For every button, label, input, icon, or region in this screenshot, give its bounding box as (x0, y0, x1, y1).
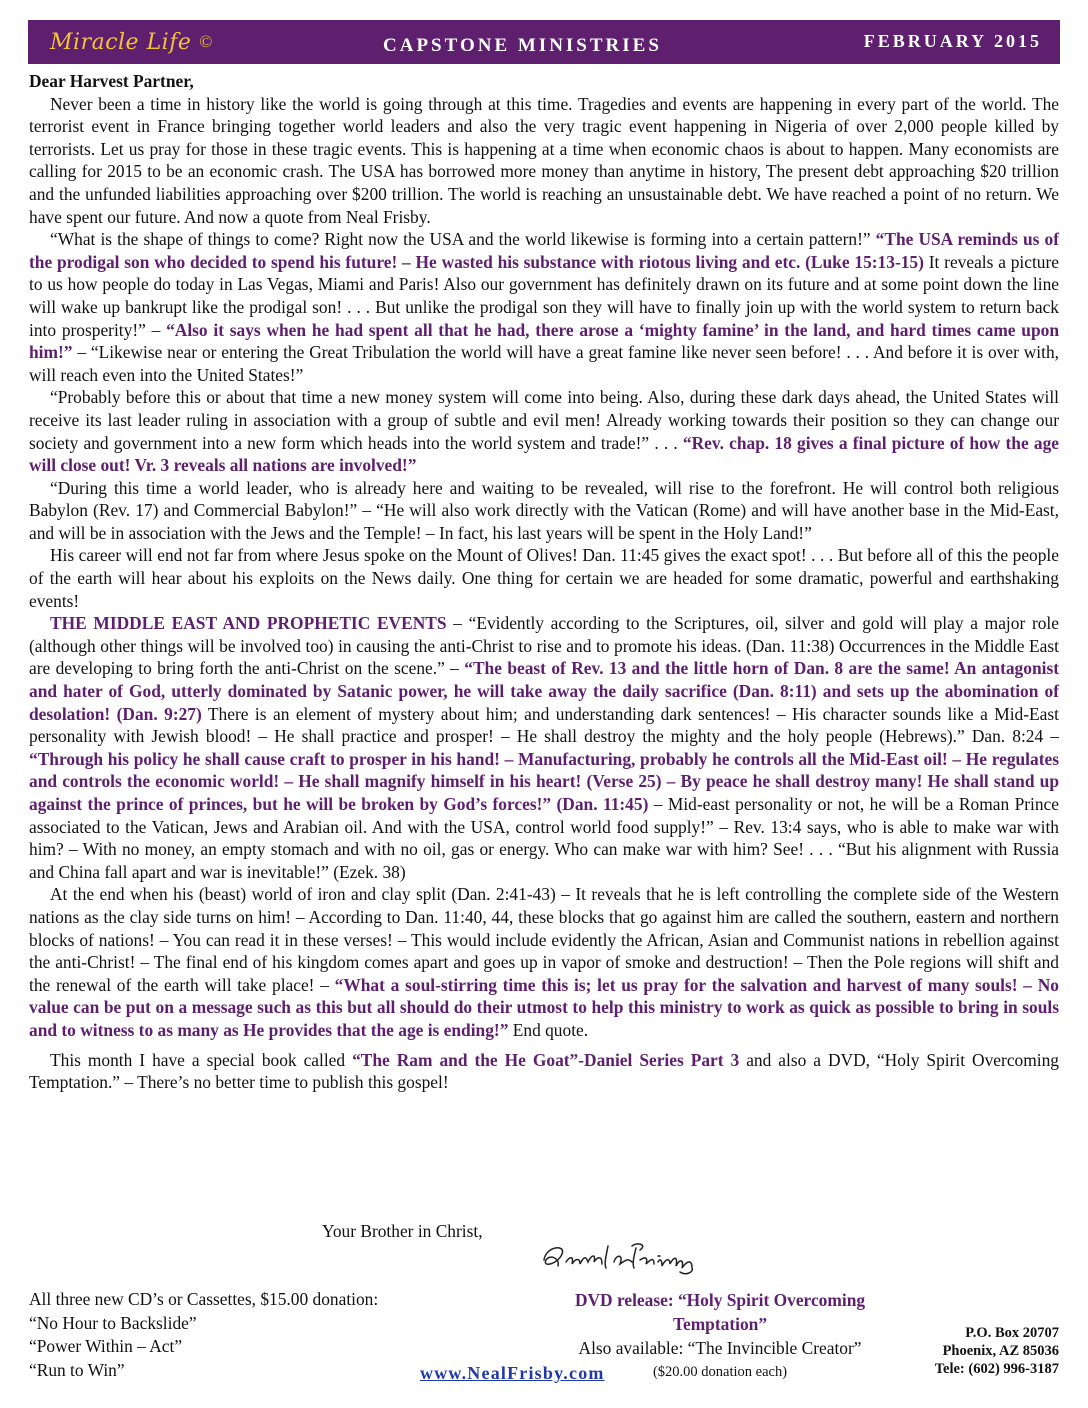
copyright-symbol: © (199, 32, 213, 51)
issue-date: FEBRUARY 2015 (863, 31, 1042, 51)
cd-title: “No Hour to Backslide” (29, 1312, 197, 1333)
greeting: Dear Harvest Partner, (29, 71, 194, 91)
letter-body (29, 70, 1059, 1094)
cd-offer-line: All three new CD’s or Cassettes, $15.00 donation: (29, 1289, 379, 1309)
brand-logo: Miracle Life (50, 29, 192, 55)
mailing-address: P.O. Box 20707 Phoenix, AZ 85036 Tele: (602) 996-3187 (934, 1325, 1059, 1377)
paragraph-7: At the end when his (beast) world of iron and clay split (Dan. 2:41-43) – It reveals that he is left controlling the complete side of the Western nations as the clay side turns on him! – According to Dan. 11:40, 44, these blocks that go against him are called the southern, eastern and northern blocks of nations! – You can read it in these verses! – This would include evidently the African, Asian and Communist nations in rebellion against the anti-Christ! – The final end of his kingdom comes apart and goes up in vapor of smoke and destruction! – Then the Pole regions will shift and the renewal of the earth will take place! – “What a soul-stirring time this is; let us pray for the salvation and harvest of many souls! – No value can be put on a message such as this but all should do their utmost to help this ministry to work as quick as possible to bring in souls and to witness to as many as He provides that the age is ending!” End quote. (29, 884, 1060, 1040)
paragraph-8: This month I have a special book called “The Ram and the He Goat”-Daniel Series Part 3 and also a DVD, “Holy Spirit Overcoming Temptation.” – There’s no better time to publish this gospel! (29, 1049, 1059, 1093)
header-banner (28, 20, 1060, 64)
closing-line: Your Brother in Christ, (322, 1221, 483, 1241)
signature-image (536, 1238, 726, 1278)
paragraph-4: “During this time a world leader, who is already here and waiting to be revealed, will rise to the forefront. He will control both religious Babylon (Rev. 17) and Commercial Babylon!” – “He will also work directly with the Vatican (Rome) and will have another base in the Mid-East, and will be in association with the Jews and the Temple! – In fact, his last years will be spent in the Holy Land!” (29, 477, 1059, 543)
paragraph-2: “What is the shape of things to come? Right now the USA and the world likewise is forming into a certain pattern!” “The USA reminds us of the prodigal son who decided to spend his future! – He wasted his substance with riotous living and etc. (Luke 15:13-15) It reveals a picture to us how people do today in Las Vegas, Miami and Paris! Also our government has definitely drawn on its future and at some point down the line will wake up bankrupt like the prodigal son! . . . But unlike the prodigal son they will have to finally join up with the world system to return back into prosperity!” – “Also it says when he had spent all that he had, there arose a ‘mighty famine’ in the land, and hard times came upon him!” – “Likewise near or entering the Great Tribulation the world will have a great famine like never seen before! . . . And before it is over with, will reach even into the United States!” (29, 229, 1060, 385)
paragraph-5: His career will end not far from where Jesus spoke on the Mount of Olives! Dan. 11:45 gives the exact spot! . . . But before all of this the people of the earth will hear about his exploits on the News daily. One thing for certain we are headed for some dramatic, powerful and earthshaking events! (29, 545, 1059, 611)
paragraph-1: Never been a time in history like the world is going through at this time. Tragedies and events are happening in every part of the world. The terrorist event in France bringing together world leaders and also the very tragic event happening in Nigeria of over 2,000 people killed by terrorists. Let us pray for those in these tragic events. This is happening at a time when economic chaos is about to happen. Many economists are calling for 2015 to be an economic crash. The USA has borrowed more money than anytime in history, The present debt approaching $20 trillion and the unfunded liabilities approaching over $200 trillion. The world is reaching an unsustainable debt. We have reached a point of no return. We have spent our future. And now a quote from Neal Frisby. (29, 93, 1059, 227)
cd-title: “Power Within – Act” (29, 1336, 183, 1356)
paragraph-6: THE MIDDLE EAST AND PROPHETIC EVENTS – “Evidently according to the Scriptures, oil, silver and gold will play a major role (although other things will be involved too) in causing the anti-Christ to rise and to promote his ideas. (Dan. 11:38) Occurrences in the Middle East are developing to bring forth the anti-Christ on the scene.” – “The beast of Rev. 13 and the little horn of Dan. 8 are the same! An antagonist and hater of God, utterly dominated by Satanic power, he will take away the daily sacrifice (Dan. 8:11) and sets up the abomination of desolation! (Dan. 9:27) There is an element of mystery about him; and understanding dark sentences! – His character sounds like a Mid-East personality with Jewish blood! – He shall practice and prosper! – He shall destroy the mighty and the holy people (Hebrews).” Dan. 8:24 – “Through his policy he shall cause craft to prosper in his hand! – Manufacturing, probably he controls all the Mid-East oil! – He regulates and controls the economic world! – He shall magnify himself in his heart! (Verse 25) – By peace he shall destroy many! He shall stand up against the prince of princes, but he will be broken by God’s forces!” (Dan. 11:45) – Mid-east personality or not, he will be a Roman Prince associated to the Vatican, Jews and Arabian oil. And with the USA, control world food supply!” – Rev. 13:4 says, who is able to make war with him? – With no money, an empty stomach and with no oil, gas or energy. Who can make war with him? See! . . . “But his alignment with Russia and China fall apart and war is inevitable!” (Ezek. 38) (29, 613, 1060, 882)
section-heading: THE MIDDLE EAST AND PROPHETIC EVENTS (50, 613, 447, 634)
paragraph-3: “Probably before this or about that time a new money system will come into being. Also, during these dark days ahead, the United States will receive its last leader ruling in association with a group of subtle and evil men! Already working towards their position so they can change our society and government into a new form which heads into the world system and trade!” . . . “Rev. chap. 18 gives a final picture of how the age will close out! Vr. 3 reveals all nations are involved!” (29, 387, 1059, 476)
dvd-release: DVD release: “Holy Spirit Overcoming Temptation” (574, 1290, 866, 1334)
cd-title: “Run to Win” (29, 1359, 125, 1380)
also-available: Also available: “The Invincible Creator” (578, 1338, 862, 1358)
organization-name: CAPSTONE MINISTRIES (383, 35, 662, 56)
cd-offer (29, 1288, 378, 1382)
website-link[interactable]: www.NealFrisby.com (420, 1363, 605, 1383)
donation-note: ($20.00 donation each) (652, 1364, 788, 1380)
